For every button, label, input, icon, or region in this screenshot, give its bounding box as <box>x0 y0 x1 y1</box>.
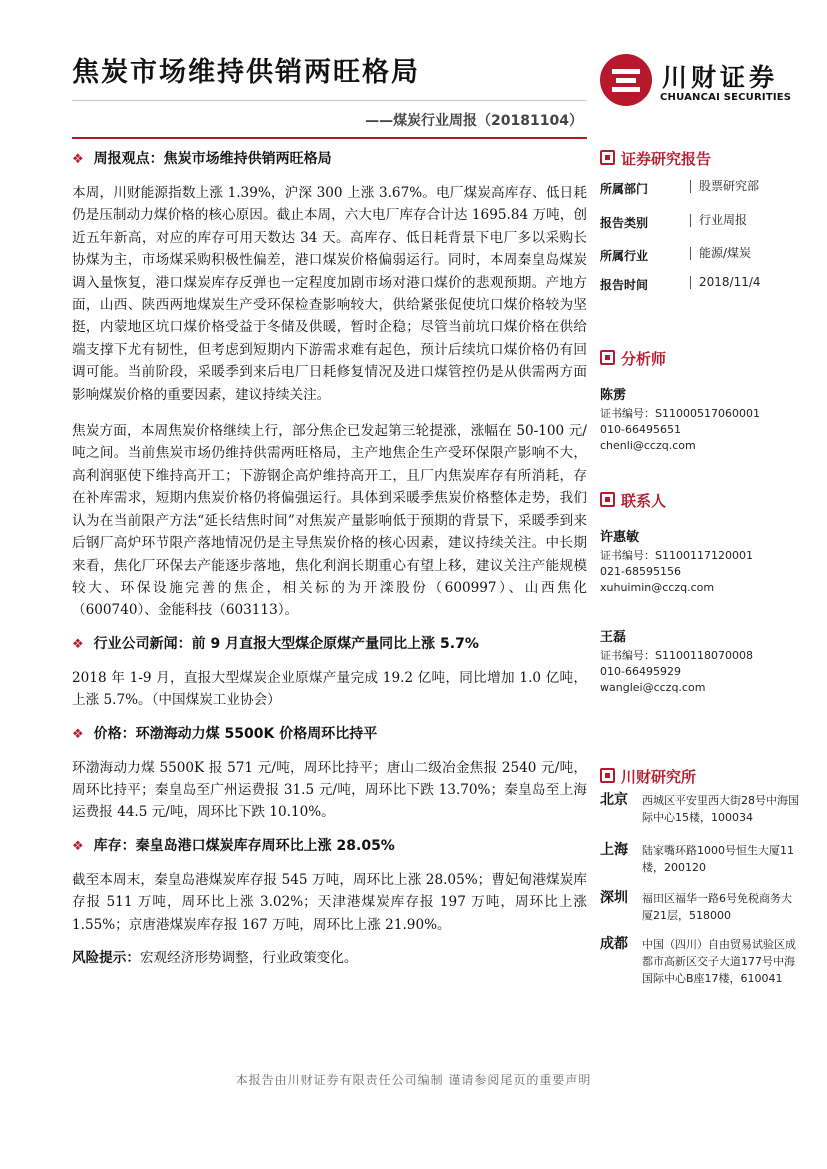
section-industry-news <box>72 633 587 712</box>
section-price <box>72 723 587 824</box>
square-bullet-icon <box>600 768 615 783</box>
analyst-heading: 分析师 <box>600 348 666 369</box>
logo-name-cn: 川财证券 <box>662 63 779 92</box>
contact-email[interactable]: xuhuimin@cczq.com <box>600 581 715 594</box>
institute-heading: 川财研究所 <box>600 766 696 787</box>
analyst-name: 陈雳 <box>600 388 627 403</box>
diamond-bullet-icon: ❖ <box>72 636 84 652</box>
section-weekly-view <box>72 148 587 622</box>
header-accent-rule <box>72 137 587 139</box>
logo-mark-icon <box>600 54 652 106</box>
contact-cert: 证书编号：S1100117120001 <box>600 549 753 562</box>
report-title: 焦炭市场维持供销两旺格局 <box>72 57 420 88</box>
main-content <box>72 148 587 969</box>
contact-name: 许惠敏 <box>600 530 640 545</box>
contact-card <box>600 628 753 696</box>
section-heading: ❖ 库存：秦皇岛港口煤炭库存周环比上涨 28.05% <box>72 837 395 854</box>
diamond-bullet-icon: ❖ <box>72 838 84 854</box>
contact-email[interactable]: wanglei@cczq.com <box>600 681 706 694</box>
section-heading: ❖ 价格：环渤海动力煤 5500K 价格周环比持平 <box>72 725 378 742</box>
risk-text: 宏观经济形势调整，行业政策变化。 <box>139 949 358 966</box>
report-subtitle: ——煤炭行业周报（20181104） <box>365 113 583 129</box>
body-paragraph: 2018 年 1-9 月，直报大型煤炭企业原煤产量完成 19.2 亿吨，同比增加 1.0 亿吨，上涨 5.7%。（中国煤炭工业协会） <box>72 669 587 709</box>
contact-name: 王磊 <box>600 630 627 645</box>
diamond-bullet-icon: ❖ <box>72 726 84 742</box>
section-inventory <box>72 835 587 936</box>
analyst-email[interactable]: chenli@cczq.com <box>600 439 696 452</box>
diamond-bullet-icon: ❖ <box>72 152 84 167</box>
contact-cert: 证书编号：S1100118070008 <box>600 649 753 662</box>
square-bullet-icon <box>600 492 615 507</box>
contact-phone: 010-66495929 <box>600 665 681 678</box>
section-heading: ❖ 行业公司新闻：前 9 月直报大型煤企原煤产量同比上涨 5.7% <box>72 635 479 652</box>
analyst-card <box>600 386 760 454</box>
square-bullet-icon <box>600 150 615 165</box>
risk-label: 风险提示： <box>72 949 140 966</box>
analyst-cert: 证书编号：S1100051706000​1 <box>600 407 760 420</box>
body-paragraph: 截至本周末，秦皇岛港煤炭库存报 545 万吨，周环比上涨 28.05%；曹妃甸港煤炭库存报 511 万吨，周环比上涨 3.02%；天津港煤炭库存报 197 万吨，周环比上涨 1.55%；京唐港煤炭库存报 167 万吨，周环比上涨 21.90%。 <box>72 871 587 933</box>
square-bullet-icon <box>600 350 615 365</box>
contact-phone: 021-68595156 <box>600 565 681 578</box>
body-paragraph: 本周，川财能源指数上涨 1.39%，沪深 300 上涨 3.67%。电厂煤炭高库存、低日耗仍是压制动力煤价格的核心原因。截止本周，六大电厂库存合计达 1695.84 万吨，创近五年新高，对应的库存可用天数达 34 天。高库存、低日耗背景下电厂多以采购长协煤为主，市场煤采购积极性偏差，港口煤炭价格偏弱运行。同时，本周秦皇岛煤炭调入量恢复，港口煤炭库存反弹也一定程度加剧市场对港口煤价的悲观预期。产地方面，山西、陕西两地煤炭生产受环保检查影响较大，供给紧张促使坑口煤价格较为坚挺，内蒙地区坑口煤价格受益于冬储及供暖，暂时企稳；尽管当前坑口煤价格在供给端支撑下尤有韧性，但考虑到短期内下游需求难有起色，预计后续坑口煤价格仍有回调可能。当前阶段，采暖季到来后电厂日耗修复情况及进口煤管控仍是从供需两方面影响煤炭价格的重要因素，建议持续关注。 <box>72 185 587 403</box>
company-logo <box>600 54 800 110</box>
risk-notice <box>72 947 587 969</box>
analyst-phone: 010-66495651 <box>600 423 681 436</box>
header-divider <box>72 100 587 101</box>
body-paragraph: 焦炭方面，本周焦炭价格继续上行，部分焦企已发起第三轮提涨，涨幅在 50-100 元/吨之间。当前焦炭市场仍维持供需两旺格局，主产地焦企生产受环保限产影响不大，高利润驱使下维持高开工；下游钢企高炉维持高开工，且厂内焦炭库存有所消耗，存在补库需求，短期内焦炭价格仍将偏强运行。具体到采暖季焦炭价格整体走势，我们认为在当前限产方法“延长结焦时间”对焦炭产量影响低于预期的背景下，采暖季到来后钢厂高炉环节限产落地情况仍是主导焦炭价格的核心因素，建议持续关注。中长期来看，焦化厂环保去产能逐步落地，焦化利润长期重心有望上移，建议关注产能规模较大、环保设施完善的焦企，相关标的为开滦股份（600997）、山西焦化（600740）、金能科技（603113）。 <box>72 423 587 619</box>
page-footer: 本报告由川财证券有限责任公司编制 谨请参阅尾页的重要声明 <box>235 1073 592 1087</box>
body-paragraph: 环渤海动力煤 5500K 报 571 元/吨，周环比持平；唐山二级冶金焦报 2540 元/吨，周环比持平；秦皇岛至广州运费报 31.5 元/吨，周环比下跌 13.70%；秦皇岛至上海运费报 44.5 元/吨，周环比下跌 10.10%。 <box>72 759 587 821</box>
logo-name-en: CHUANCAI SECURITIES <box>660 92 792 103</box>
contact-heading: 联系人 <box>600 490 666 511</box>
contact-card <box>600 528 753 596</box>
section-heading: ❖ 周报观点：焦炭市场维持供销两旺格局 <box>72 151 332 167</box>
report-heading: 证券研究报告 <box>600 148 711 169</box>
